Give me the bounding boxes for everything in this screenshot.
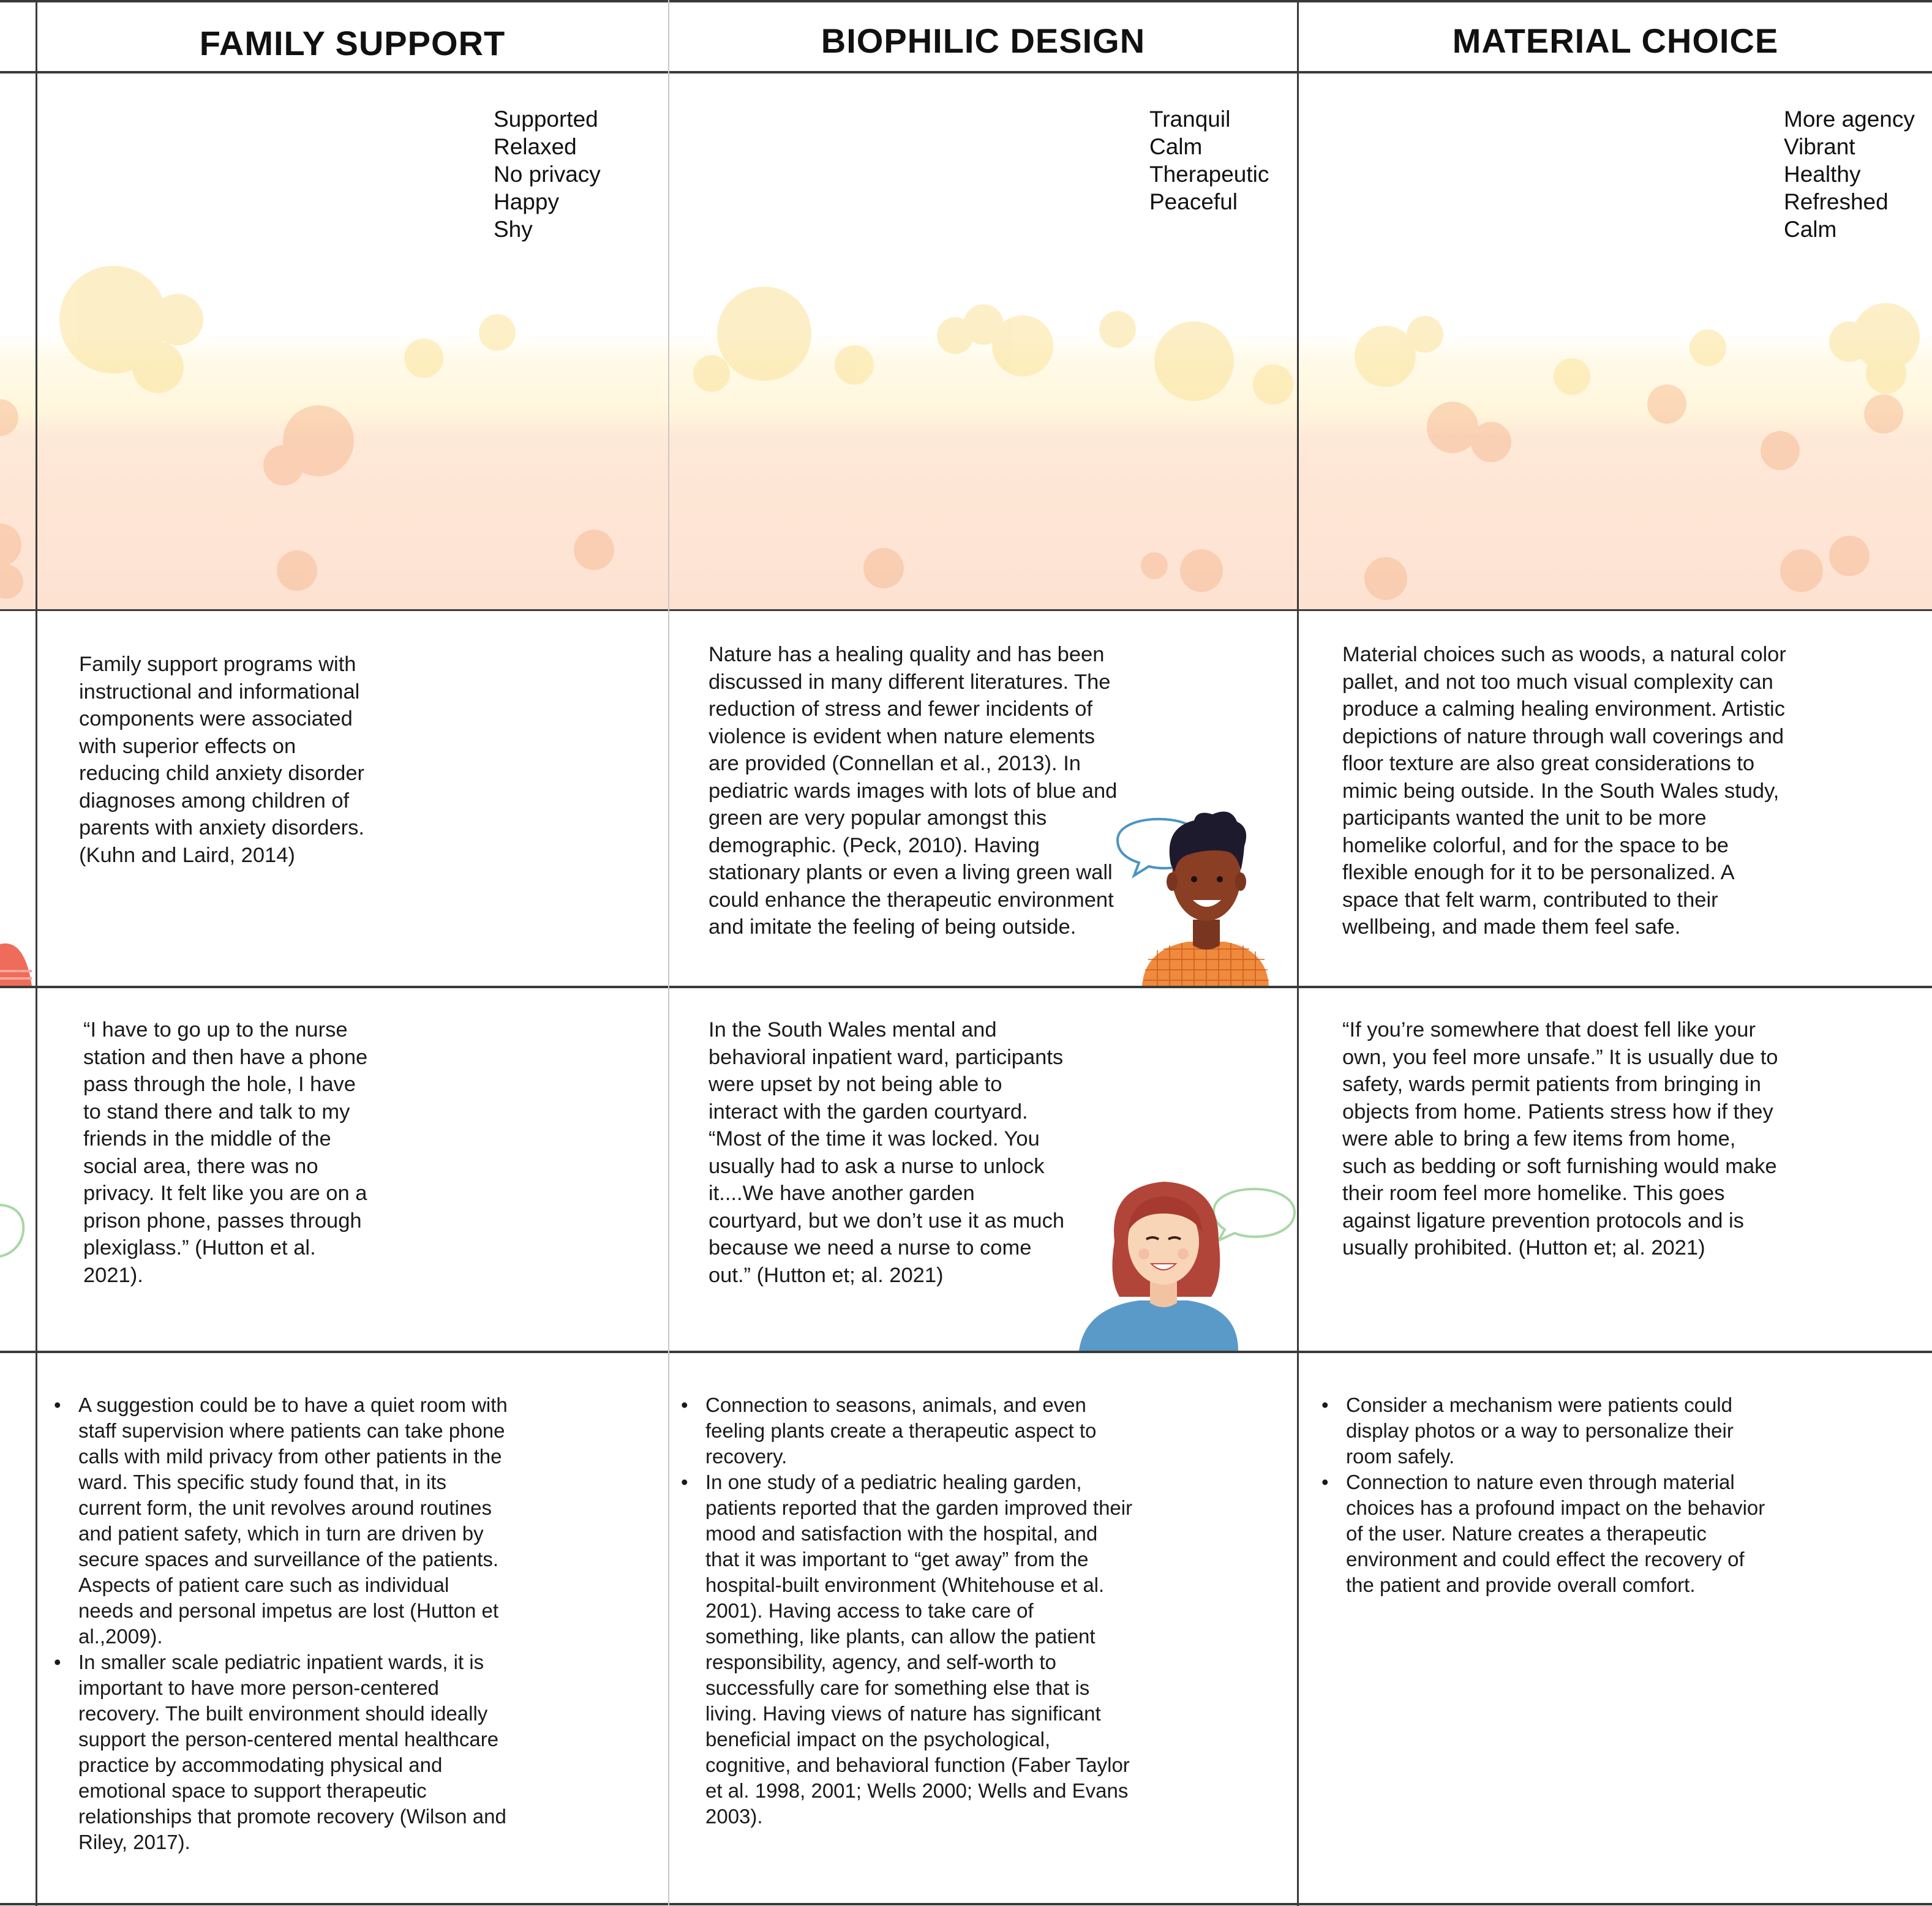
- feeling-item: Refreshed: [1784, 189, 1889, 214]
- text-line: • Connection to seasons, animals, and even: [705, 1394, 1086, 1416]
- text-line: cognitive, and behavioral function (Faber Taylor: [705, 1754, 1130, 1776]
- feeling-item: Happy: [494, 189, 559, 214]
- text-line: because we need a nurse to come: [709, 1236, 1032, 1259]
- text-line: Material choices such as woods, a natural color: [1342, 643, 1786, 666]
- bottom-border: [0, 1903, 1932, 1905]
- text-line: reduction of stress and fewer incidents of: [709, 697, 1093, 721]
- text-line: the patient and provide overall comfort.: [1346, 1574, 1696, 1596]
- column-title-family-support: FAMILY SUPPORT: [199, 24, 506, 62]
- text-line: mood and satisfaction with the hospital, and: [705, 1522, 1098, 1545]
- text-line: pediatric wards images with lots of blue and: [709, 779, 1118, 803]
- text-line: usually had to ask a nurse to unlock: [709, 1154, 1045, 1178]
- text-line: living. Having views of nature has significant: [705, 1702, 1101, 1725]
- left-column-border: [36, 0, 37, 1906]
- text-line: recovery. The built environment should ideally: [78, 1702, 488, 1725]
- feelings-list-material-choice: [1784, 105, 1915, 243]
- text-line: successfully care for something else that is: [705, 1676, 1090, 1699]
- text-line: it....We have another garden: [709, 1182, 975, 1205]
- text-line: recovery.: [705, 1445, 787, 1468]
- text-line: “Most of the time it was locked. You: [709, 1127, 1040, 1150]
- text-line: participants wanted the unit to be more: [1342, 806, 1707, 830]
- text-line: support the person-centered mental healthcare: [78, 1728, 499, 1750]
- text-line: privacy. It felt like you are on a: [83, 1182, 367, 1205]
- text-line: and imitate the feeling of being outside.: [709, 915, 1077, 939]
- text-line: pass through the hole, I have: [83, 1073, 356, 1096]
- feeling-item: More agency: [1784, 107, 1915, 132]
- text-line: mimic being outside. In the South Wales study,: [1342, 779, 1780, 803]
- feeling-item: Supported: [494, 107, 598, 132]
- speech-bubble-green: [1214, 1189, 1295, 1240]
- text-line: 2021).: [83, 1263, 143, 1287]
- feeling-item: Healthy: [1784, 162, 1861, 187]
- text-line: practice by accommodating physical and: [78, 1754, 443, 1776]
- text-line: (Kuhn and Laird, 2014): [79, 843, 295, 867]
- text-line: own, you feel more unsafe.” It is usually due to: [1342, 1045, 1778, 1069]
- quote-text-material-choice: [1342, 1016, 1778, 1262]
- text-line: reducing child anxiety disorder: [79, 762, 365, 785]
- text-line: “I have to go up to the nurse: [83, 1018, 348, 1041]
- text-line: • In one study of a pediatric healing garden,: [705, 1471, 1082, 1493]
- text-line: friends in the middle of the: [83, 1127, 331, 1150]
- text-line: ward. This specific study found that, in its: [78, 1471, 447, 1493]
- text-line: flexible enough for it to be personalized. A: [1342, 861, 1735, 884]
- text-line: important to have more person-centered: [78, 1676, 439, 1699]
- cropped-speech-bubble-green: [0, 1200, 34, 1267]
- research-text-biophilic-design: [709, 641, 1117, 941]
- column-title-biophilic-design: BIOPHILIC DESIGN: [821, 21, 1146, 60]
- text-line: and patient safety, which in turn are driven by: [78, 1522, 484, 1545]
- recommendation-item: [54, 1649, 508, 1855]
- recommendation-item: [681, 1469, 1132, 1829]
- text-line: calls with mild privacy from other patients in the: [78, 1445, 502, 1468]
- text-line: violence is evident when nature elements: [709, 724, 1095, 748]
- text-line: beneficial impact on the psychological,: [705, 1728, 1051, 1750]
- text-line: choices has a profound impact on the behavior: [1346, 1496, 1765, 1519]
- feeling-item: Tranquil: [1149, 107, 1231, 132]
- text-line: wellbeing, and made them feel safe.: [1342, 915, 1681, 939]
- text-line: green are very popular amongst this: [709, 806, 1047, 830]
- text-line: that it was important to “get away” from the: [705, 1548, 1089, 1570]
- text-line: responsibility, agency, and self-worth to: [705, 1651, 1056, 1673]
- research-text-material-choice: [1342, 641, 1786, 941]
- text-line: room safely.: [1346, 1445, 1455, 1468]
- text-line: behavioral inpatient ward, participants: [709, 1045, 1064, 1069]
- text-line: to stand there and talk to my: [83, 1100, 350, 1124]
- feeling-item: Calm: [1149, 134, 1203, 159]
- text-line: needs and personal impetus are lost (Hutton et: [78, 1599, 499, 1622]
- text-line: floor texture are also great considerations to: [1342, 752, 1755, 775]
- text-line: prison phone, passes through: [83, 1209, 362, 1233]
- text-line: staff supervision where patients can take phone: [78, 1419, 505, 1442]
- text-line: patients reported that the garden improved their: [705, 1496, 1133, 1519]
- text-line: space that felt warm, contributed to their: [1342, 888, 1718, 912]
- bokeh-bubbles: [0, 0, 1932, 612]
- text-line: emotional space to support therapeutic: [78, 1779, 427, 1802]
- recommendation-item: [681, 1392, 1132, 1469]
- text-line: of the user. Nature creates a therapeutic: [1346, 1522, 1707, 1545]
- text-line: safety, wards permit patients from bringing in: [1342, 1073, 1761, 1096]
- recommendation-item: [1321, 1469, 1765, 1598]
- recommendations-material-choice: [1321, 1392, 1765, 1598]
- feeling-item: Calm: [1784, 217, 1837, 242]
- recommendations-family-support: [54, 1392, 508, 1855]
- text-line: their room feel more homelike. This goes: [1342, 1182, 1725, 1205]
- text-line: • Connection to nature even through material: [1346, 1471, 1735, 1493]
- text-line: secure spaces and surveillance of the patients.: [78, 1548, 499, 1570]
- column-title-material-choice: MATERIAL CHOICE: [1452, 21, 1779, 60]
- text-line: plexiglass.” (Hutton et al.: [83, 1236, 316, 1259]
- quote-row-bottom-border: [0, 1351, 1932, 1353]
- text-line: out.” (Hutton et; al. 2021): [709, 1263, 944, 1287]
- text-line: produce a calming healing environment. Artistic: [1342, 697, 1785, 721]
- text-line: current form, the unit revolves around routines: [78, 1496, 492, 1519]
- text-line: Aspects of patient care such as individual: [78, 1574, 449, 1596]
- feelings-list-family-support: [494, 105, 601, 243]
- young-man-illustration: [1090, 803, 1298, 987]
- recommendation-item: [1321, 1392, 1765, 1469]
- text-line: objects from home. Patients stress how if they: [1342, 1100, 1773, 1124]
- feeling-item: Therapeutic: [1149, 162, 1269, 187]
- text-line: instructional and informational: [79, 680, 360, 703]
- research-text-family-support: [79, 651, 364, 869]
- text-line: Family support programs with: [79, 653, 356, 676]
- text-line: • A suggestion could be to have a quiet room with: [78, 1394, 508, 1416]
- text-line: courtyard, but we don’t use it as much: [709, 1209, 1065, 1233]
- text-line: Riley, 2017).: [78, 1831, 190, 1853]
- recommendations-biophilic-design: [681, 1392, 1132, 1829]
- text-line: Nature has a healing quality and has been: [709, 643, 1105, 666]
- text-line: social area, there was no: [83, 1154, 318, 1178]
- text-line: 2003).: [705, 1805, 763, 1828]
- text-line: with superior effects on: [79, 734, 296, 758]
- quote-text-family-support: [83, 1016, 367, 1289]
- text-line: environment and could effect the recovery of: [1346, 1548, 1745, 1570]
- young-woman-illustration: [1072, 1174, 1304, 1352]
- text-line: “If you’re somewhere that doest fell like your: [1342, 1018, 1756, 1041]
- feeling-item: Vibrant: [1784, 134, 1855, 159]
- text-line: usually prohibited. (Hutton et; al. 2021): [1342, 1236, 1705, 1259]
- column-divider-1: [668, 0, 669, 1906]
- neck: [1193, 920, 1220, 950]
- text-line: diagnoses among children of: [79, 789, 350, 812]
- text-line: 2001). Having access to take care of: [705, 1599, 1034, 1622]
- text-line: interact with the garden courtyard.: [709, 1100, 1028, 1124]
- peach-bubbles: [0, 385, 1903, 600]
- cropped-figure-shoulder: [0, 926, 34, 987]
- text-line: • In smaller scale pediatric inpatient wards, it is: [78, 1651, 484, 1673]
- quote-text-biophilic-design: [709, 1016, 1064, 1289]
- text-line: hospital-built environment (Whitehouse et al.: [705, 1574, 1105, 1596]
- text-line: against ligature prevention protocols and is: [1342, 1209, 1744, 1233]
- text-line: feeling plants create a therapeutic aspect to: [705, 1419, 1097, 1442]
- text-line: pallet, and not too much visual complexity can: [1342, 670, 1773, 694]
- text-line: homelike colorful, and for the space to be: [1342, 833, 1729, 857]
- shirt: [1079, 1300, 1238, 1351]
- research-row-bottom-border: [0, 986, 1932, 988]
- text-line: relationships that promote recovery (Wilson and: [78, 1805, 506, 1828]
- text-line: In the South Wales mental and: [709, 1018, 997, 1041]
- recommendation-item: [54, 1392, 508, 1649]
- text-line: stationary plants or even a living green wall: [709, 861, 1113, 884]
- text-line: demographic. (Peck, 2010). Having: [709, 833, 1040, 857]
- text-line: components were associated: [79, 707, 353, 730]
- text-line: were able to bring a few items from home,: [1342, 1127, 1736, 1150]
- text-line: parents with anxiety disorders.: [79, 816, 364, 839]
- text-line: station and then have a phone: [83, 1045, 368, 1069]
- text-line: display photos or a way to personalize their: [1346, 1419, 1734, 1442]
- text-line: et al. 1998, 2001; Wells 2000; Wells and Evans: [705, 1779, 1129, 1802]
- text-line: were upset by not being able to: [709, 1073, 1002, 1096]
- yellow-bubbles: [59, 266, 1920, 405]
- text-line: discussed in many different literatures. The: [709, 670, 1111, 694]
- feeling-item: Peaceful: [1149, 189, 1238, 214]
- text-line: could enhance the therapeutic environment: [709, 888, 1114, 912]
- text-line: depictions of nature through wall coverings and: [1342, 724, 1784, 748]
- feeling-item: Relaxed: [494, 134, 577, 159]
- text-line: are provided (Connellan et al., 2013). In: [709, 752, 1081, 775]
- text-line: something, like plants, can allow the patient: [705, 1625, 1096, 1648]
- text-line: such as bedding or soft furnishing would make: [1342, 1154, 1777, 1178]
- feelings-list-biophilic-design: [1149, 105, 1269, 216]
- feeling-item: No privacy: [494, 162, 601, 187]
- text-line: • Consider a mechanism were patients could: [1346, 1394, 1732, 1416]
- feeling-item: Shy: [494, 217, 533, 242]
- text-line: al.,2009).: [78, 1625, 163, 1648]
